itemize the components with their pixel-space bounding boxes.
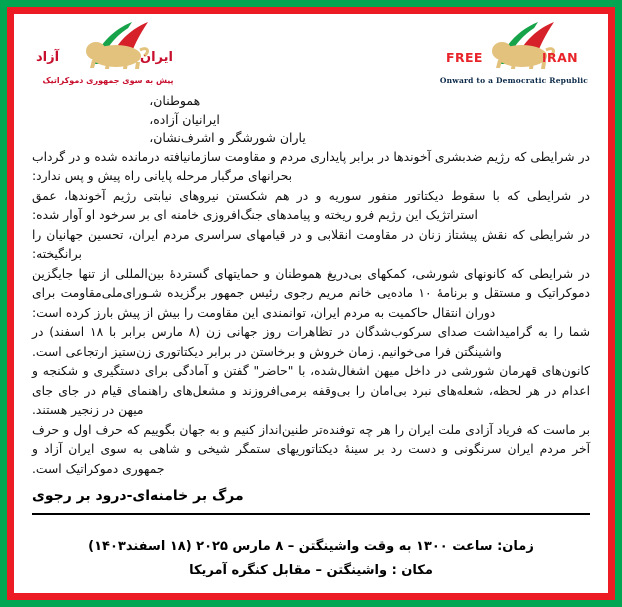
slogan-text: مرگ بر خامنه‌ای-درود بر رجوی: [32, 488, 244, 504]
salutation-line-3: یاران شورشگر و اشرف‌نشان،: [149, 130, 306, 145]
salutation-line-1: هموطنان،: [149, 93, 201, 108]
paragraph-3: در شرایطی که نقش پیشتاز زنان در مقاومت انقلابی و در قیامهای سراسری مردم ایران، تحسین جهانیان را برانگیخته:: [32, 227, 590, 261]
logo-word-azad: آزاد: [36, 50, 60, 65]
logo-subtitle-english: Onward to a Democratic Republic: [439, 76, 589, 85]
paragraph-7: بر ماست که فریاد آزادی ملت ایران را هر چه توفنده‌تر طنین‌انداز کنیم و به جهان بگوییم که حرف اول و حرف آخر مردم ایران سرنگونی و دست رد بر سینهٔ دیکتاتوریهای ستمگر شیخی و شاهی به سوی ایران آزاد و جمهوری دموکراتیک است.: [32, 422, 590, 476]
logo-word-free: FREE: [446, 50, 483, 65]
paragraph-2: در شرایطی که با سقوط دیکتاتور منفور سوریه و در هم شکستن نیروهای نیابتی رژیم آخوندها، عمق استراتژیک این رژیم فرو ریخته و پیامدهای جنگ‌افروزی خامنه ای بر سرخود او آوار شده:: [32, 188, 590, 222]
poster-inner-frame: [7, 7, 615, 600]
paragraph-1: در شرایطی که رژیم ضدبشری آخوندها در برابر پایداری مردم و مقاومت سازمانیافته درمانده شده و در گرداب بحرانهای مرگبار مرحله پایانی راه پیش و پس ندارد:: [32, 149, 590, 183]
free-iran-logo-persian: [28, 20, 188, 86]
paragraph-5: شما را به گرامیداشت صدای سرکوب‌شدگان در تظاهرات روز جهانی زن (۸ مارس برابر با ۱۸ اسفند) در واشینگتن فرا می‌خوانیم. زمان خروش و برخاستن در برابر دیکتاتوری زن‌ستیز ارتجاعی است.: [32, 325, 591, 359]
paragraph-6: کانون‌های قهرمان شورشی در داخل میهن اشغال‌شده، با "حاضر" گفتن و آمادگی برای دستگیری و شکنجه و اعدام در هر لحظه، شعله‌های نبرد بی‌امان را بی‌وقفه برمی‌افروزند و مشعل‌های راهنمای قیام در جای جای میهن در زنجیر هستند.: [32, 364, 590, 417]
logo-word-iran-fa: ایران: [140, 50, 173, 65]
horizontal-divider: [32, 513, 590, 515]
paragraph-4: در شرایطی که کانونهای شورشی، کمکهای بی‌دریغ هموطنان و حمایتهای گستردهٔ بین‌المللی از تنها جایگزین دموکراتیک و مستقل و برنامهٔ ۱۰ ماده‌یی خانم مریم رجوی رئیس جمهور برگزیده شـورای‌ملی‌مقاومت برای دوران انتقال حاکمیت به مردم ایران، توانمندی این مقاومت را بیش از پیش بارز کرده است:: [32, 266, 591, 320]
event-details-footer: [14, 527, 608, 593]
announcement-body: [14, 92, 608, 527]
free-iran-logo-english: [434, 20, 594, 86]
event-place-line: مکان : واشینگتن – مقابل کنگره آمریکا: [189, 563, 433, 578]
event-time-line: زمان: ساعت ۱۳۰۰ به وقت واشینگتن – ۸ مارس ۲۰۲۵ (۱۸ اسفند۱۴۰۳): [88, 539, 534, 554]
logo-word-iran: IRAN: [542, 50, 579, 65]
salutation-line-2: ایرانیان آزاده،: [149, 111, 220, 127]
salutation-block: [149, 92, 473, 148]
header: [14, 14, 608, 92]
logo-subtitle-persian: پیش به سوی جمهوری دموکراتیک: [42, 76, 174, 85]
